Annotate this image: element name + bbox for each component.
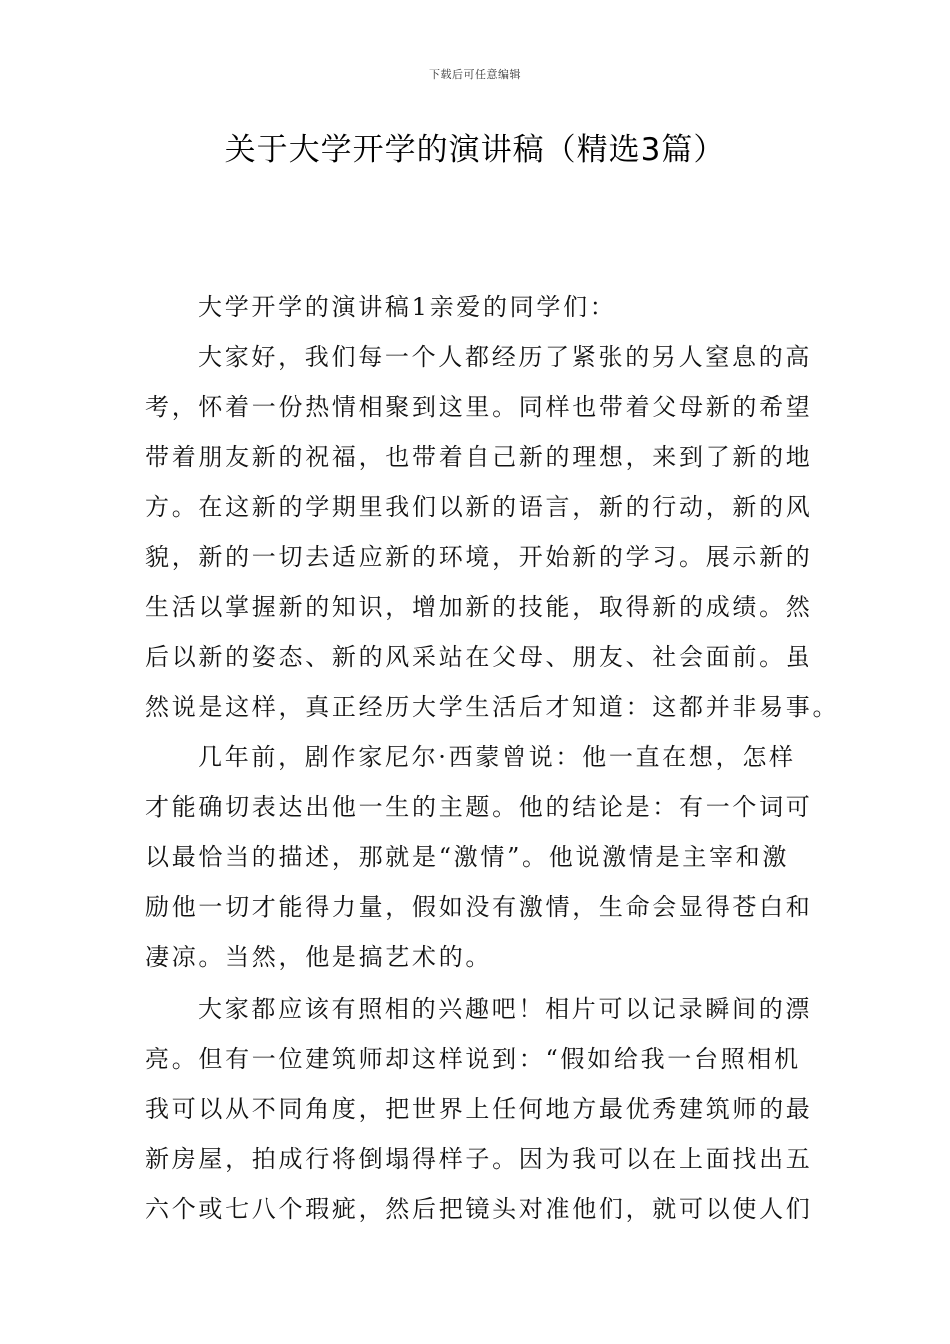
text-line: 才能确切表达出他一生的主题。他的结论是：有一个词可 — [145, 793, 813, 821]
text-line: 励他一切才能得力量，假如没有激情，生命会显得苍白和 — [145, 893, 813, 921]
text-line: 大家都应该有照相的兴趣吧！相片可以记录瞬间的漂 — [198, 995, 813, 1023]
document-body — [145, 282, 840, 1234]
text-line: 新房屋，拍成行将倒塌得样子。因为我可以在上面找出五 — [145, 1145, 813, 1173]
text-line: 几年前，剧作家尼尔·西蒙曾说：他一直在想，怎样 — [198, 743, 796, 771]
text-line: 方。在这新的学期里我们以新的语言，新的行动，新的风 — [145, 493, 813, 521]
text-line: 然说是这样，真正经历大学生活后才知道：这都并非易事。 — [145, 693, 840, 721]
paragraph-2 — [145, 332, 840, 732]
paragraph-4 — [145, 984, 813, 1234]
header-note: 下载后可任意编辑 — [429, 68, 521, 81]
text-line: 带着朋友新的祝福，也带着自己新的理想，来到了新的地 — [145, 443, 813, 471]
text-line: 以最恰当的描述，那就是“激情”。他说激情是主宰和激 — [145, 843, 790, 871]
page-title: 关于大学开学的演讲稿（精选3篇） — [224, 132, 726, 168]
text-line: 大家好，我们每一个人都经历了紧张的另人窒息的高 — [198, 343, 813, 371]
text-line: 后以新的姿态、新的风采站在父母、朋友、社会面前。虽 — [145, 643, 813, 671]
text-line: 考，怀着一份热情相聚到这里。同样也带着父母新的希望 — [145, 393, 813, 421]
text-line: 大学开学的演讲稿1亲爱的同学们： — [198, 293, 617, 321]
text-line: 貌，新的一切去适应新的环境，开始新的学习。展示新的 — [145, 543, 813, 571]
text-line: 六个或七八个瑕疵，然后把镜头对准他们，就可以使人们 — [145, 1195, 813, 1223]
text-line: 我可以从不同角度，把世界上任何地方最优秀建筑师的最 — [145, 1095, 813, 1123]
text-line: 凄凉。当然，他是搞艺术的。 — [145, 943, 493, 971]
text-line: 生活以掌握新的知识，增加新的技能，取得新的成绩。然 — [145, 593, 813, 621]
text-line: 亮。但有一位建筑师却这样说到：“假如给我一台照相机 — [145, 1045, 801, 1073]
paragraph-1 — [145, 282, 807, 332]
paragraph-3 — [145, 732, 813, 982]
